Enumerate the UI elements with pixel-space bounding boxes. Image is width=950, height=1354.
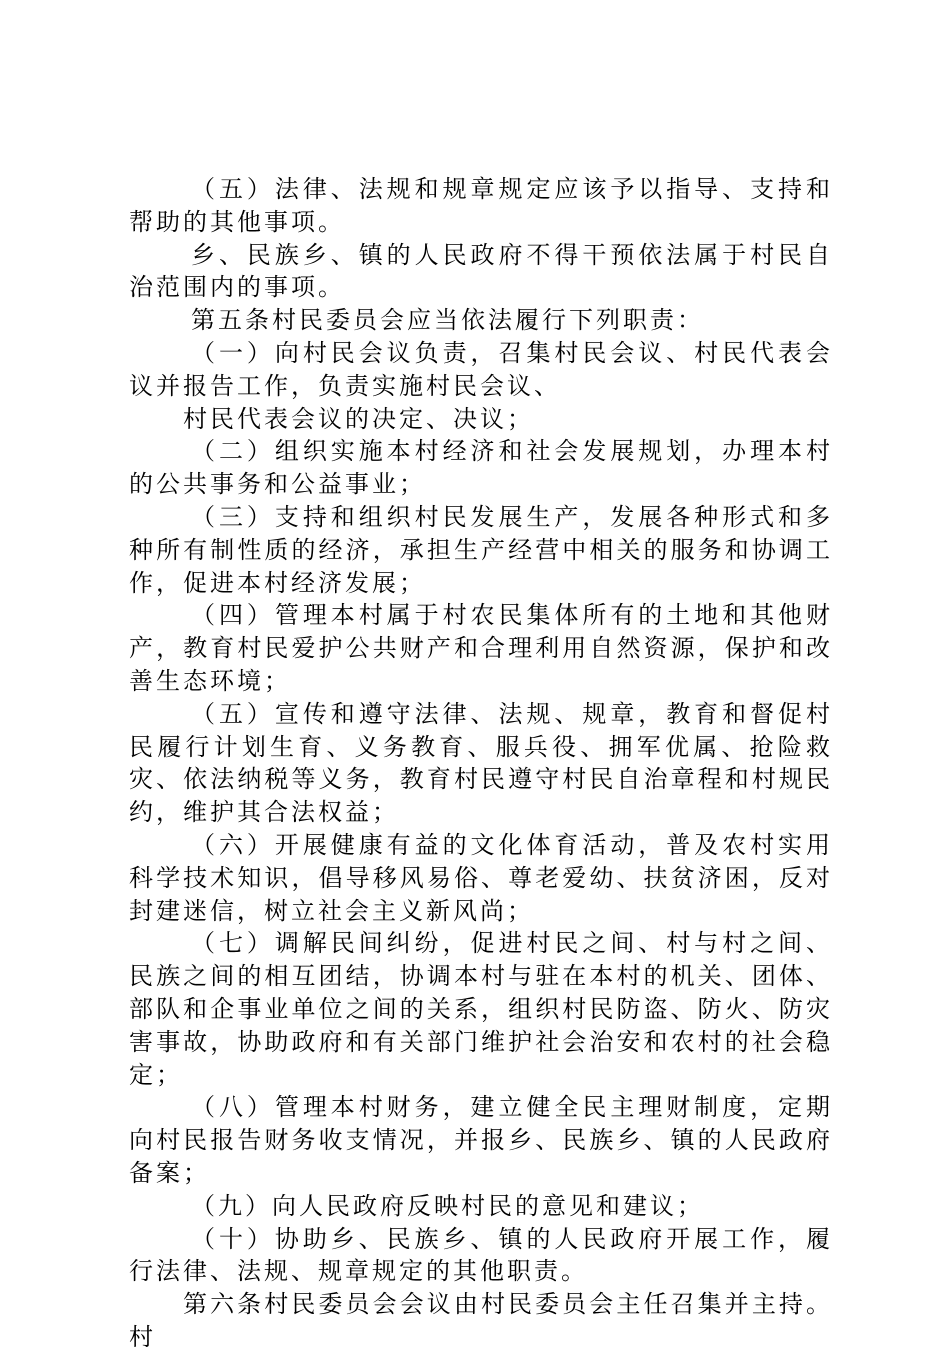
- paragraph-non-interference: 乡、民族乡、镇的人民政府不得干预依法属于村民自治范围内的事项。: [129, 240, 833, 302]
- paragraph-duty-5: （五）宣传和遵守法律、法规、规章，教育和督促村民履行计划生育、义务教育、服兵役、拥军优属、抢险救灾、依法纳税等义务，教育村民遵守村民自治章程和村规民约，维护其合法权益；: [129, 699, 833, 827]
- document-body: [129, 173, 833, 1354]
- paragraph-item-5-guidance: （五）法律、法规和规章规定应该予以指导、支持和帮助的其他事项。: [129, 175, 833, 236]
- paragraph-duty-1: （一）向村民会议负责，召集村民会议、村民代表会议并报告工作，负责实施村民会议、: [129, 338, 833, 400]
- paragraph-article-5: 第五条村民委员会应当依法履行下列职责：: [191, 306, 704, 335]
- paragraph-duty-9: （九）向人民政府反映村民的意见和建议；: [191, 1191, 704, 1220]
- paragraph-duty-1-continued: 村民代表会议的决定、决议；: [183, 404, 534, 433]
- paragraph-duty-2: （二）组织实施本村经济和社会发展规划，办理本村的公共事务和公益事业；: [129, 437, 833, 499]
- paragraph-duty-7: （七）调解民间纠纷，促进村民之间、村与村之间、民族之间的相互团结，协调本村与驻在本村的机关、团体、部队和企事业单位之间的关系，组织村民防盗、防火、防灾害事故，协助政府和有关部门维护社会治安和农村的社会稳定；: [129, 929, 833, 1089]
- paragraph-duty-8: （八）管理本村财务，建立健全民主理财制度，定期向村民报告财务收支情况，并报乡、民族乡、镇的人民政府备案；: [129, 1093, 833, 1187]
- paragraph-duty-10: （十）协助乡、民族乡、镇的人民政府开展工作，履行法律、法规、规章规定的其他职责。: [129, 1224, 833, 1286]
- paragraph-duty-3: （三）支持和组织村民发展生产，发展各种形式和多种所有制性质的经济，承担生产经营中相关的服务和协调工作，促进本村经济发展；: [129, 502, 833, 597]
- paragraph-article-6: 第六条村民委员会会议由村民委员会主任召集并主持。村: [129, 1290, 833, 1351]
- paragraph-duty-6: （六）开展健康有益的文化体育活动，普及农村实用科学技术知识，倡导移风易俗、尊老爱幼、扶贫济困，反对封建迷信，树立社会主义新风尚；: [129, 830, 833, 925]
- paragraph-duty-4: （四）管理本村属于村农民集体所有的土地和其他财产，教育村民爱护公共财产和合理利用自然资源，保护和改善生态环境；: [129, 601, 833, 695]
